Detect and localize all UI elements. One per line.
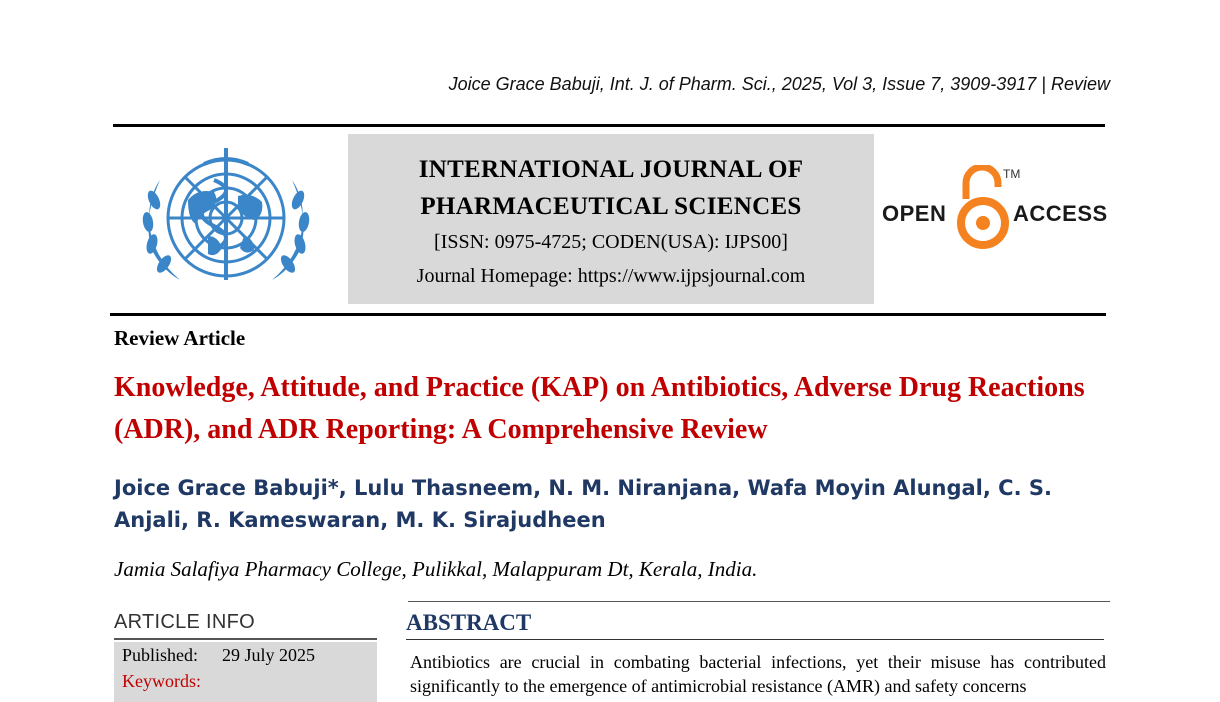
abstract-heading: ABSTRACT (406, 610, 532, 635)
article-type: Review Article (114, 326, 246, 350)
article-info-heading: ARTICLE INFO (114, 611, 256, 633)
published-date: 29 July 2025 (222, 645, 316, 665)
journal-title-line2: PHARMACEUTICAL SCIENCES (420, 193, 802, 220)
journal-title-line1: INTERNATIONAL JOURNAL OF (418, 156, 804, 183)
journal-homepage[interactable]: Journal Homepage: https://www.ijpsjournal.com (416, 265, 806, 287)
journal-emblem-logo (126, 140, 326, 304)
abstract-text: Antibiotics are crucial in combating bacterial infections, yet their misuse has contributed significantly to the emergence of antimicrobial resistance (AMR) and safety concerns (410, 652, 1106, 696)
header-bottom-rule (110, 313, 1106, 316)
journal-title (348, 151, 874, 225)
article-authors: Joice Grace Babuji*, Lulu Thasneem, N. M. Niranjana, Wafa Moyin Alungal, C. S. Anjali, R. Kameswaran, M. K. Sirajudheen (114, 476, 1052, 532)
article-title: Knowledge, Attitude, and Practice (KAP) on Antibiotics, Adverse Drug Reactions (ADR), and ADR Reporting: A Comprehensive Review (114, 372, 1085, 445)
open-access-access-text: ACCESS (1013, 201, 1108, 226)
author-affiliation: Jamia Salafiya Pharmacy College, Pulikkal, Malappuram Dt, Kerala, India. (114, 557, 758, 581)
article-info-rule (114, 638, 377, 640)
article-info-box (114, 642, 377, 702)
journal-info-box (348, 134, 874, 304)
open-access-badge (880, 165, 1110, 255)
top-rule (113, 124, 1105, 127)
citation-header: Joice Grace Babuji, Int. J. of Pharm. Sci., 2025, Vol 3, Issue 7, 3909-3917 | Review (448, 74, 1110, 94)
published-row (122, 645, 315, 666)
open-lock-icon (956, 165, 1010, 251)
open-access-open-text: OPEN (882, 201, 947, 226)
published-label: Published: (122, 645, 199, 665)
journal-issn: [ISSN: 0975-4725; CODEN(USA): IJPS00] (434, 231, 788, 253)
abstract-rule (406, 639, 1104, 640)
keywords-label: Keywords: (122, 671, 201, 691)
trademark-mark: TM (1003, 167, 1021, 181)
section-divider (408, 601, 1110, 602)
